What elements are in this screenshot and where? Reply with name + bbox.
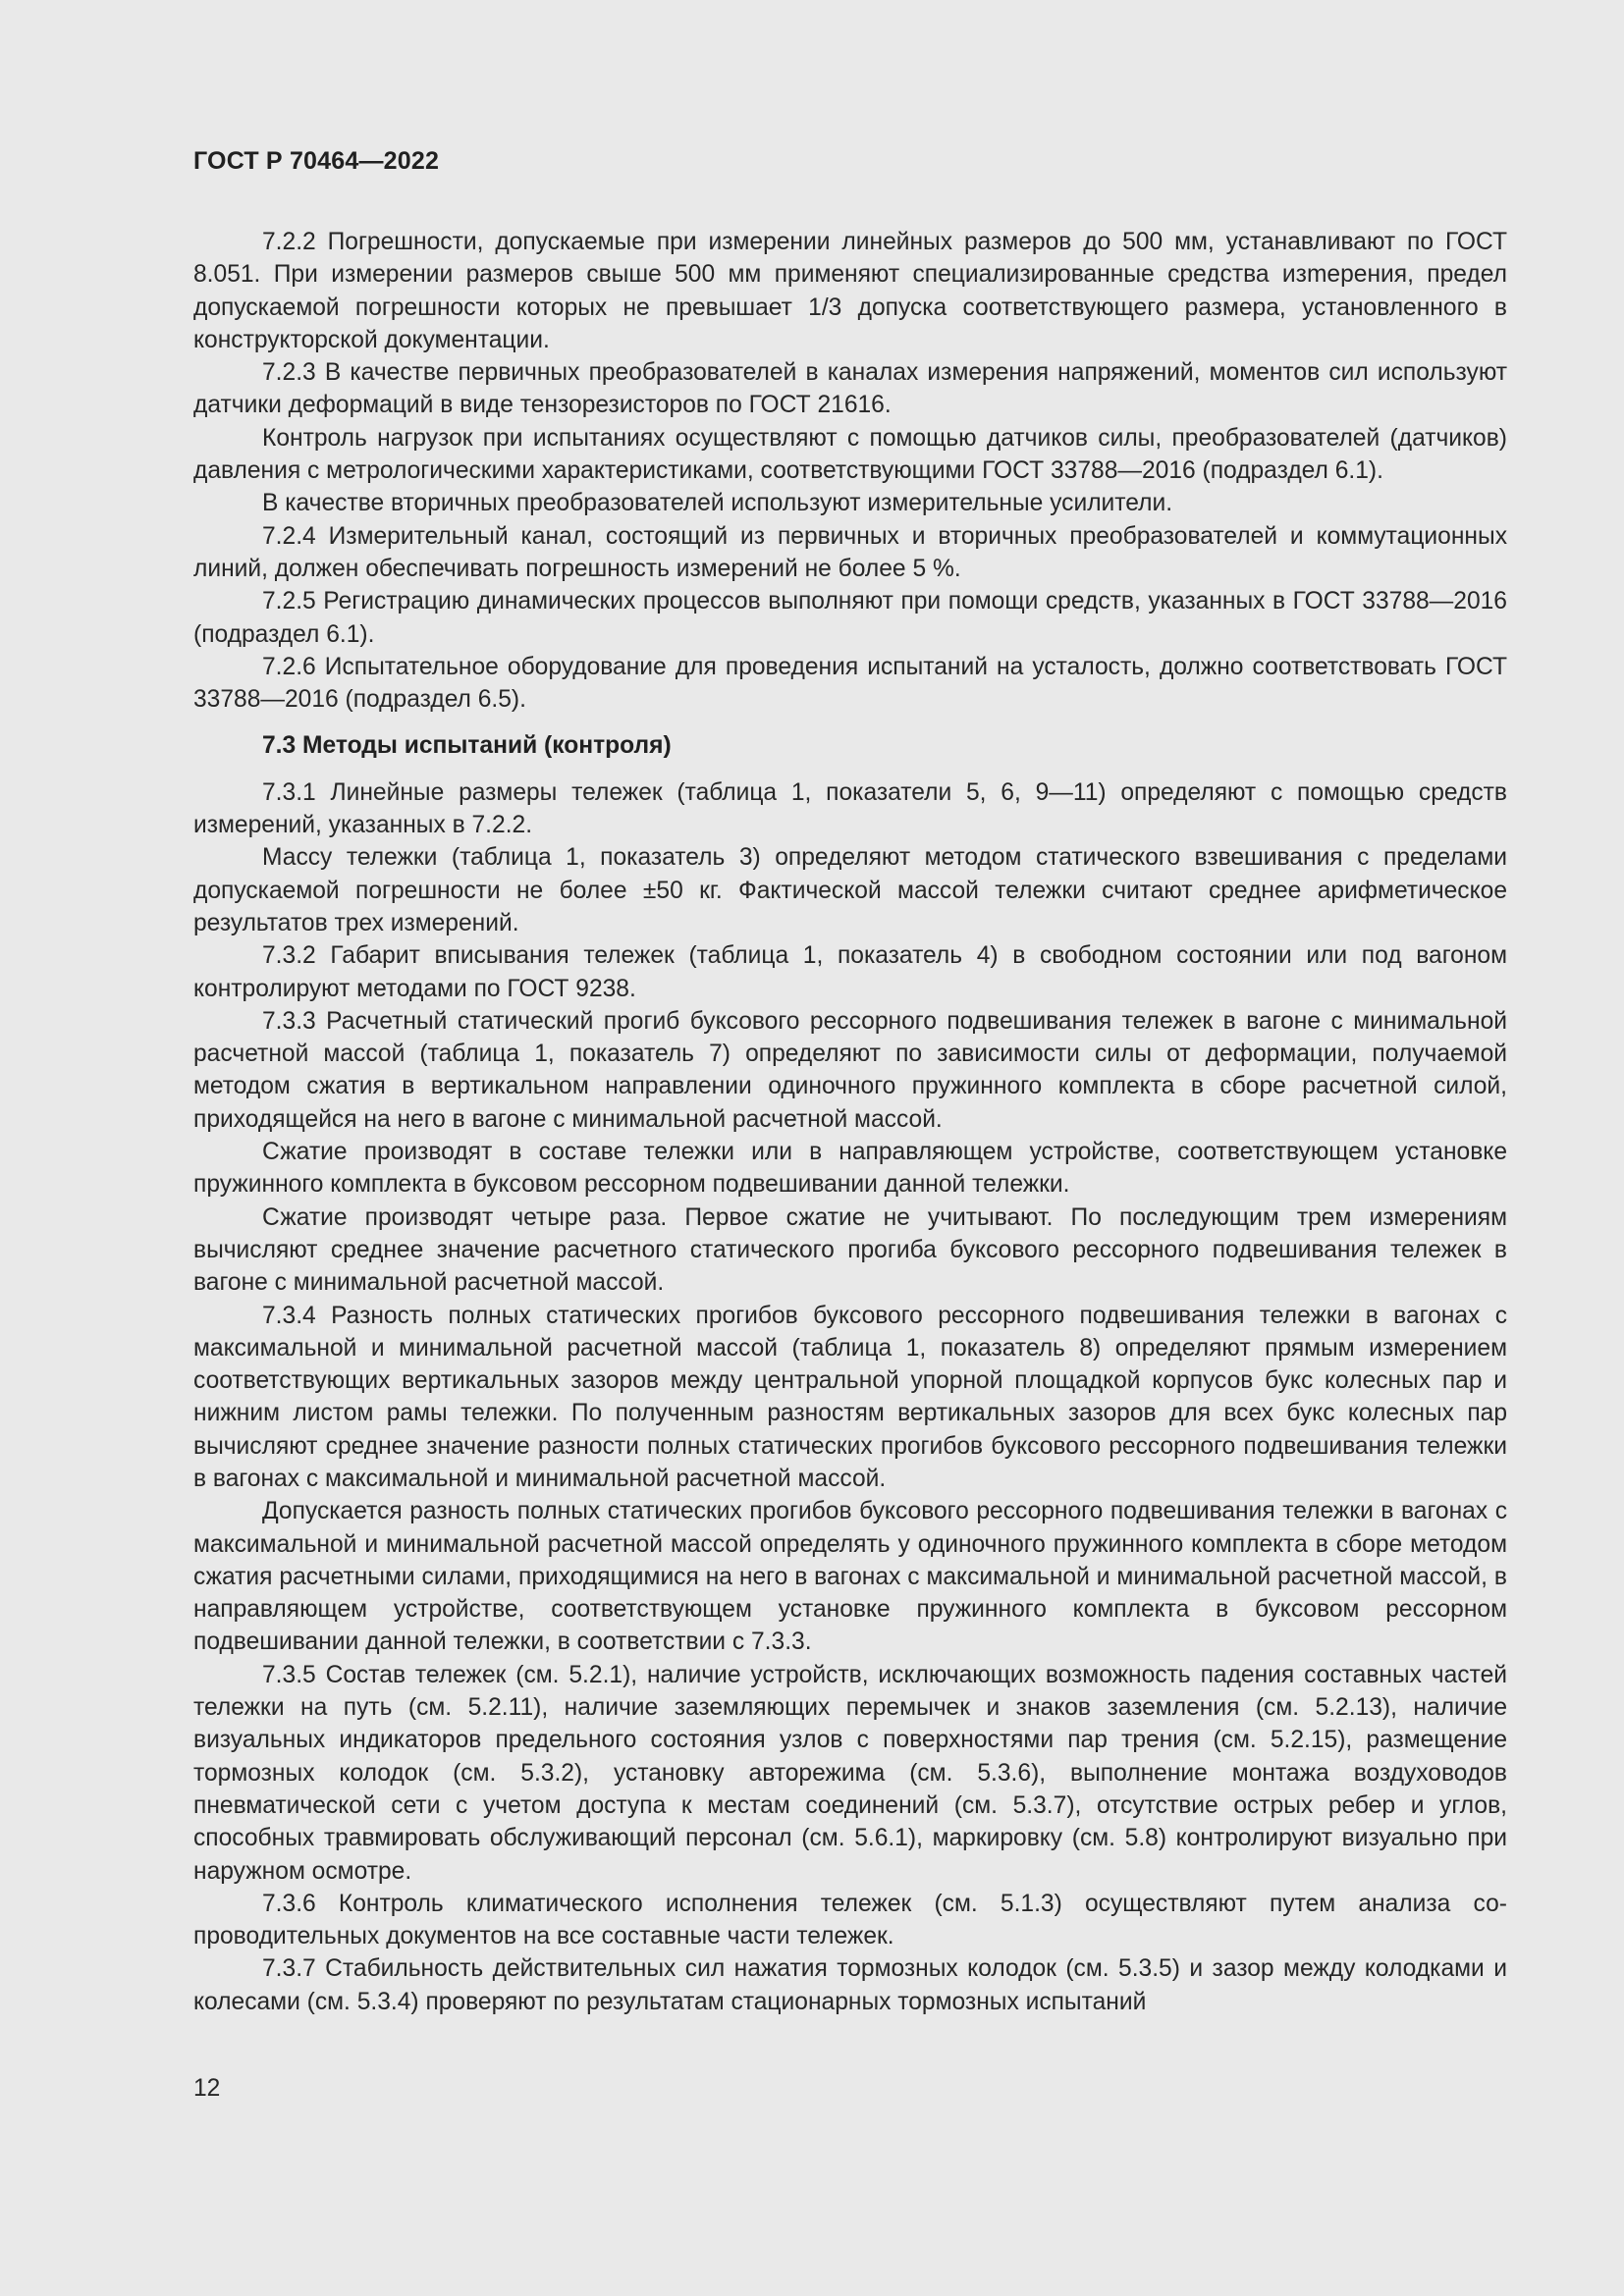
paragraph-7-3-3: 7.3.3 Расчетный статический прогиб буксового рессорного подвешивания тележек в вагоне с минимальной расчетной массой (таблица 1, показатель 7) определяют по зависимости силы от деформации, получаемой методом сжатия в вертикальном направлении одиночного пружинного комплекта в сборе расчетной силой, приходящейся на него в вагоне с минимальной расчетной массой. — [193, 1007, 1507, 1133]
paragraph-mass: Массу тележки (таблица 1, показатель 3) определяют методом статического взвешивания с пределами допускаемой погрешности не более ±50 кг. Фактической массой тележки считают среднее арифметическое результатов трех измерений. — [193, 844, 1507, 936]
paragraph-deflection-alternative: Допускается разность полных статических прогибов буксового рессорного подвешивания тележки в вагонах с максимальной и минимальной расчетной массой определять у одиночного пружинного комплекта в сборе методом сжатия расчетными силами, приходящимися на него в вагонах с максимальной и минимальной расчетной массой, в направляющем устройстве, соответствующем установке пружинного комплекта в буксовом рессорном подвешивании данной тележки, в соответствии с 7.3.3. — [193, 1498, 1507, 1656]
paragraph-7-3-4: 7.3.4 Разность полных статических прогибов буксового рессорного подвешивания тележки в вагонах с максимальной и минимальной расчетной массой (таблица 1, показатель 8) определяют прямым измерением соответствующих вертикальных зазоров между центральной упорной площадкой корпусов букс колесных пар и нижним листом рамы тележки. По полученным разностям вертикальных зазоров для всех букс колесных пар вычисляют среднее значение разности полных статических прогибов буксового рессорного подвешивания тележки в вагонах с максимальной и минимальной расчетной массой. — [193, 1302, 1507, 1492]
section-heading-7-3: 7.3 Методы испытаний (контроля) — [262, 732, 672, 760]
paragraph-7-3-1: 7.3.1 Линейные размеры тележек (таблица 1, показатели 5, 6, 9—11) определяют с помощью средств измерений, указанных в 7.2.2. — [193, 778, 1507, 839]
paragraph-compression-count: Сжатие производят четыре раза. Первое сжатие не учитывают. По последующим трем измерениям вычисляют среднее значение расчетного статического прогиба буксового рессорного подвешивания тележек в вагоне с минимальной расчетной массой. — [193, 1203, 1507, 1297]
paragraph-secondary-converters: В качестве вторичных преобразователей используют измерительные усилители. — [262, 490, 1173, 517]
paragraph-7-2-3: 7.2.3 В качестве первичных преобразователей в каналах измерения напряжений, моментов сил используют датчики деформаций в виде тензорезисторов по ГОСТ 21616. — [193, 359, 1507, 419]
paragraph-7-2-6: 7.2.6 Испытательное оборудование для проведения испытаний на усталость, должно соответствовать ГОСТ 33788—2016 (подраздел 6.5). — [193, 653, 1507, 714]
section-7-3-paragraphs — [193, 776, 1507, 2018]
paragraph-load-control: Контроль нагрузок при испытаниях осуществляют с помощью датчиков силы, преобразователей (датчиков) давления с метрологическими характеристиками, соответствующими ГОСТ 33788—2016 (подраздел 6.1). — [193, 424, 1507, 485]
document-body — [193, 226, 1507, 2018]
paragraph-7-2-5: 7.2.5 Регистрацию динамических процессов выполняют при помощи средств, указанных в ГОСТ 33788—2016 (подраздел 6.1). — [193, 588, 1507, 648]
paragraph-7-3-2: 7.3.2 Габарит вписывания тележек (таблица 1, показатель 4) в свободном состоянии или под вагоном контролируют методами по ГОСТ 9238. — [193, 942, 1507, 1002]
paragraph-7-2-4: 7.2.4 Измерительный канал, состоящий из первичных и вторичных преобразователей и коммутационных линий, должен обеспечивать погрешность измерений не более 5 %. — [193, 522, 1507, 582]
paragraph-compression-setup: Сжатие производят в составе тележки или в направляющем устройстве, соответствующем установке пружинного комплекта в буксовом рессорном подвешивании данной тележки. — [193, 1139, 1507, 1199]
paragraph-7-3-6: 7.3.6 Контроль климатического исполнения тележек (см. 5.1.3) осуществляют путем анализа сопроводительных документов на все составные части тележек. — [193, 1890, 1507, 1950]
paragraph-7-3-5: 7.3.5 Состав тележек (см. 5.2.1), наличие устройств, исключающих возможность падения составных частей тележки на путь (см. 5.2.11), наличие заземляющих перемычек и знаков заземления (см. 5.2.13), наличие визуальных индикаторов предельного состояния узлов с поверхностями пар трения (см. 5.2.15), размещение тормозных колодок (см. 5.3.2), установку авторежима (см. 5.3.6), выполнение монтажа воздуховодов пневматической сети с учетом доступа к местам соединений (см. 5.3.7), отсутствие острых ребер и углов, способных травмировать обслуживающий персонал (см. 5.6.1), маркировку (см. 5.8) контролируют визуально при наружном осмотре. — [193, 1661, 1507, 1885]
paragraph-7-3-7: 7.3.7 Стабильность действительных сил нажатия тормозных колодок (см. 5.3.5) и зазор между колодками и колесами (см. 5.3.4) проверяют по результатам стационарных тормозных испытаний — [193, 1955, 1507, 2015]
page-number: 12 — [193, 2075, 221, 2102]
document-header: ГОСТ Р 70464—2022 — [193, 147, 440, 175]
section-7-2-paragraphs — [193, 226, 1507, 716]
paragraph-7-2-2: 7.2.2 Погрешности, допускаемые при измерении линейных размеров до 500 мм, устанавливают по ГОСТ 8.051. При измерении размеров свыше 500 мм применяют специализированные средства изmерения, предел допускаемой погрешности которых не превышает 1/3 допуска соответствующего размера, установленного в конструкторской документации. — [193, 229, 1507, 353]
